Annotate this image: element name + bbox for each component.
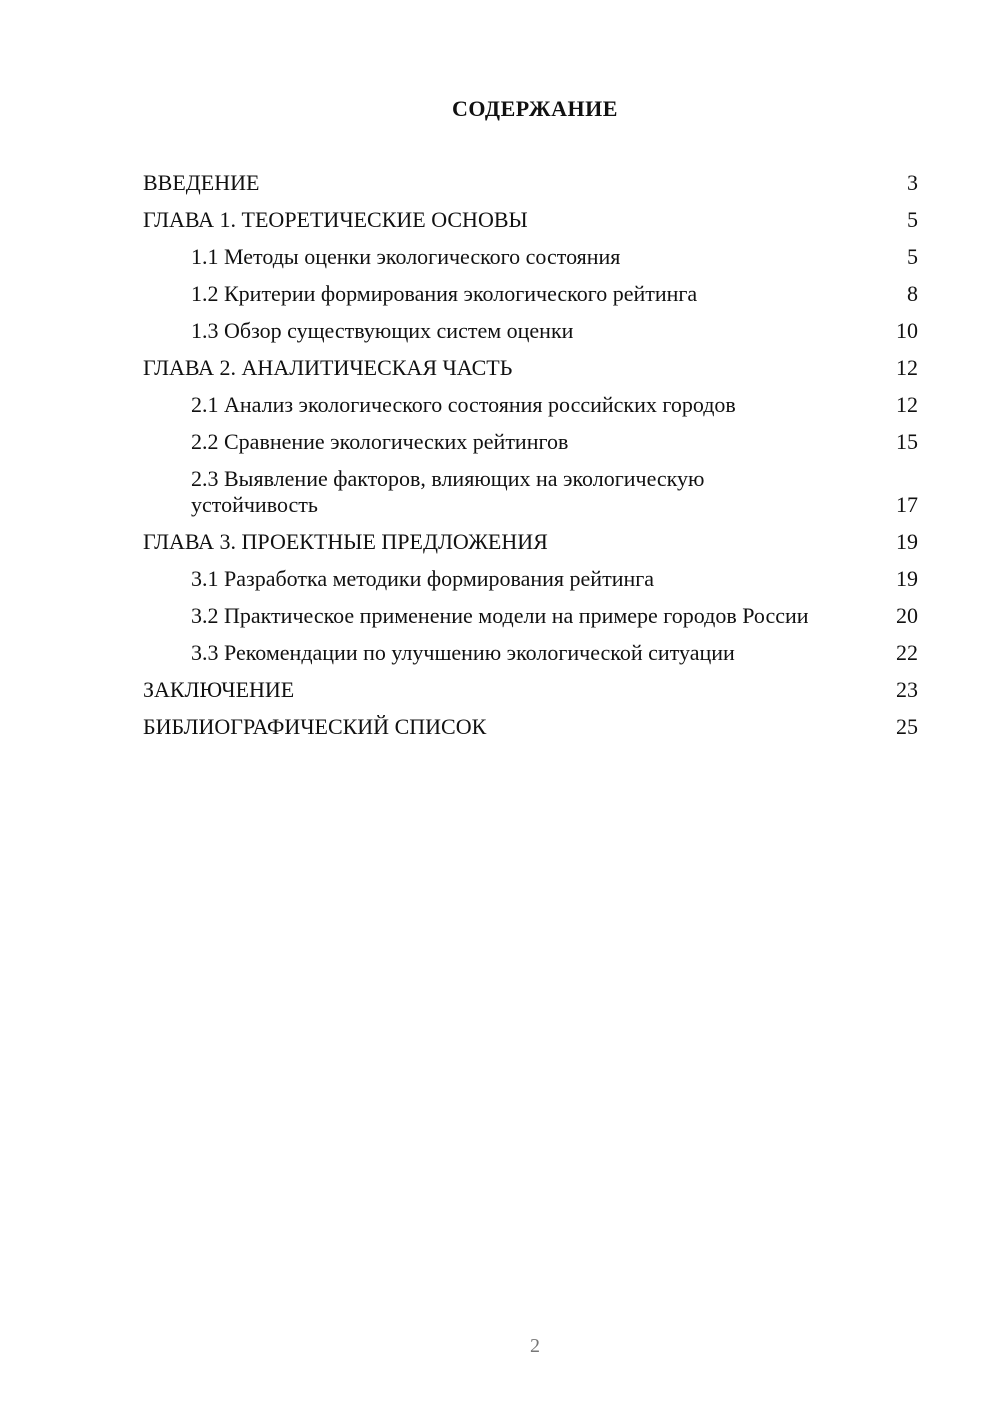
toc-subentry (143, 244, 918, 270)
toc-entry-page: 20 (896, 603, 918, 628)
toc-entry (143, 714, 918, 740)
toc-entry-text: 2.1 Анализ экологического состояния российских городов (191, 392, 736, 417)
toc-heading: СОДЕРЖАНИЕ (452, 96, 618, 121)
toc-subentry (143, 566, 918, 592)
table-of-contents (143, 170, 918, 751)
toc-subentry (143, 281, 918, 307)
toc-entry-page: 15 (896, 429, 918, 454)
toc-entry-page: 12 (896, 392, 918, 417)
toc-entry-page: 25 (896, 714, 918, 739)
toc-entry-page: 19 (896, 566, 918, 591)
toc-entry-text: 1.1 Методы оценки экологического состояния (191, 244, 621, 269)
toc-entry-text: ГЛАВА 2. АНАЛИТИЧЕСКАЯ ЧАСТЬ (143, 355, 513, 380)
toc-entry-text: БИБЛИОГРАФИЧЕСКИЙ СПИСОК (143, 714, 487, 739)
toc-entry-text: ГЛАВА 1. ТЕОРЕТИЧЕСКИЕ ОСНОВЫ (143, 207, 528, 232)
toc-entry-page: 8 (907, 281, 918, 306)
toc-entry-page: 17 (896, 492, 918, 517)
toc-entry-text: ГЛАВА 3. ПРОЕКТНЫЕ ПРЕДЛОЖЕНИЯ (143, 529, 548, 554)
toc-subentry (143, 466, 918, 518)
toc-entry (143, 355, 918, 381)
toc-entry-page: 5 (907, 207, 918, 232)
toc-entry-page: 10 (896, 318, 918, 343)
toc-entry (143, 677, 918, 703)
toc-entry (143, 529, 918, 555)
toc-entry-text: 2.3 Выявление факторов, влияющих на экологическую устойчивость (191, 466, 705, 517)
toc-subentry (143, 392, 918, 418)
toc-entry-page: 3 (907, 170, 918, 195)
toc-entry-text: ВВЕДЕНИЕ (143, 170, 260, 195)
toc-entry-text: 3.1 Разработка методики формирования рейтинга (191, 566, 655, 591)
toc-entry-page: 5 (907, 244, 918, 269)
toc-entry-page: 19 (896, 529, 918, 554)
toc-subentry (143, 429, 918, 455)
toc-entry-text: 2.2 Сравнение экологических рейтингов (191, 429, 569, 454)
toc-entry-text: 1.3 Обзор существующих систем оценки (191, 318, 574, 343)
toc-entry (143, 170, 918, 196)
toc-entry (143, 207, 918, 233)
toc-subentry (143, 640, 918, 666)
toc-entry-text: 1.2 Критерии формирования экологического рейтинга (191, 281, 698, 306)
toc-entry-page: 12 (896, 355, 918, 380)
toc-entry-text: 3.2 Практическое применение модели на примере городов России (191, 603, 809, 628)
toc-entry-text: ЗАКЛЮЧЕНИЕ (143, 677, 295, 702)
page-number: 2 (530, 1335, 540, 1357)
toc-entry-page: 23 (896, 677, 918, 702)
toc-subentry (143, 318, 918, 344)
toc-entry-text: 3.3 Рекомендации по улучшению экологической ситуации (191, 640, 735, 665)
toc-subentry (143, 603, 918, 629)
toc-entry-page: 22 (896, 640, 918, 665)
